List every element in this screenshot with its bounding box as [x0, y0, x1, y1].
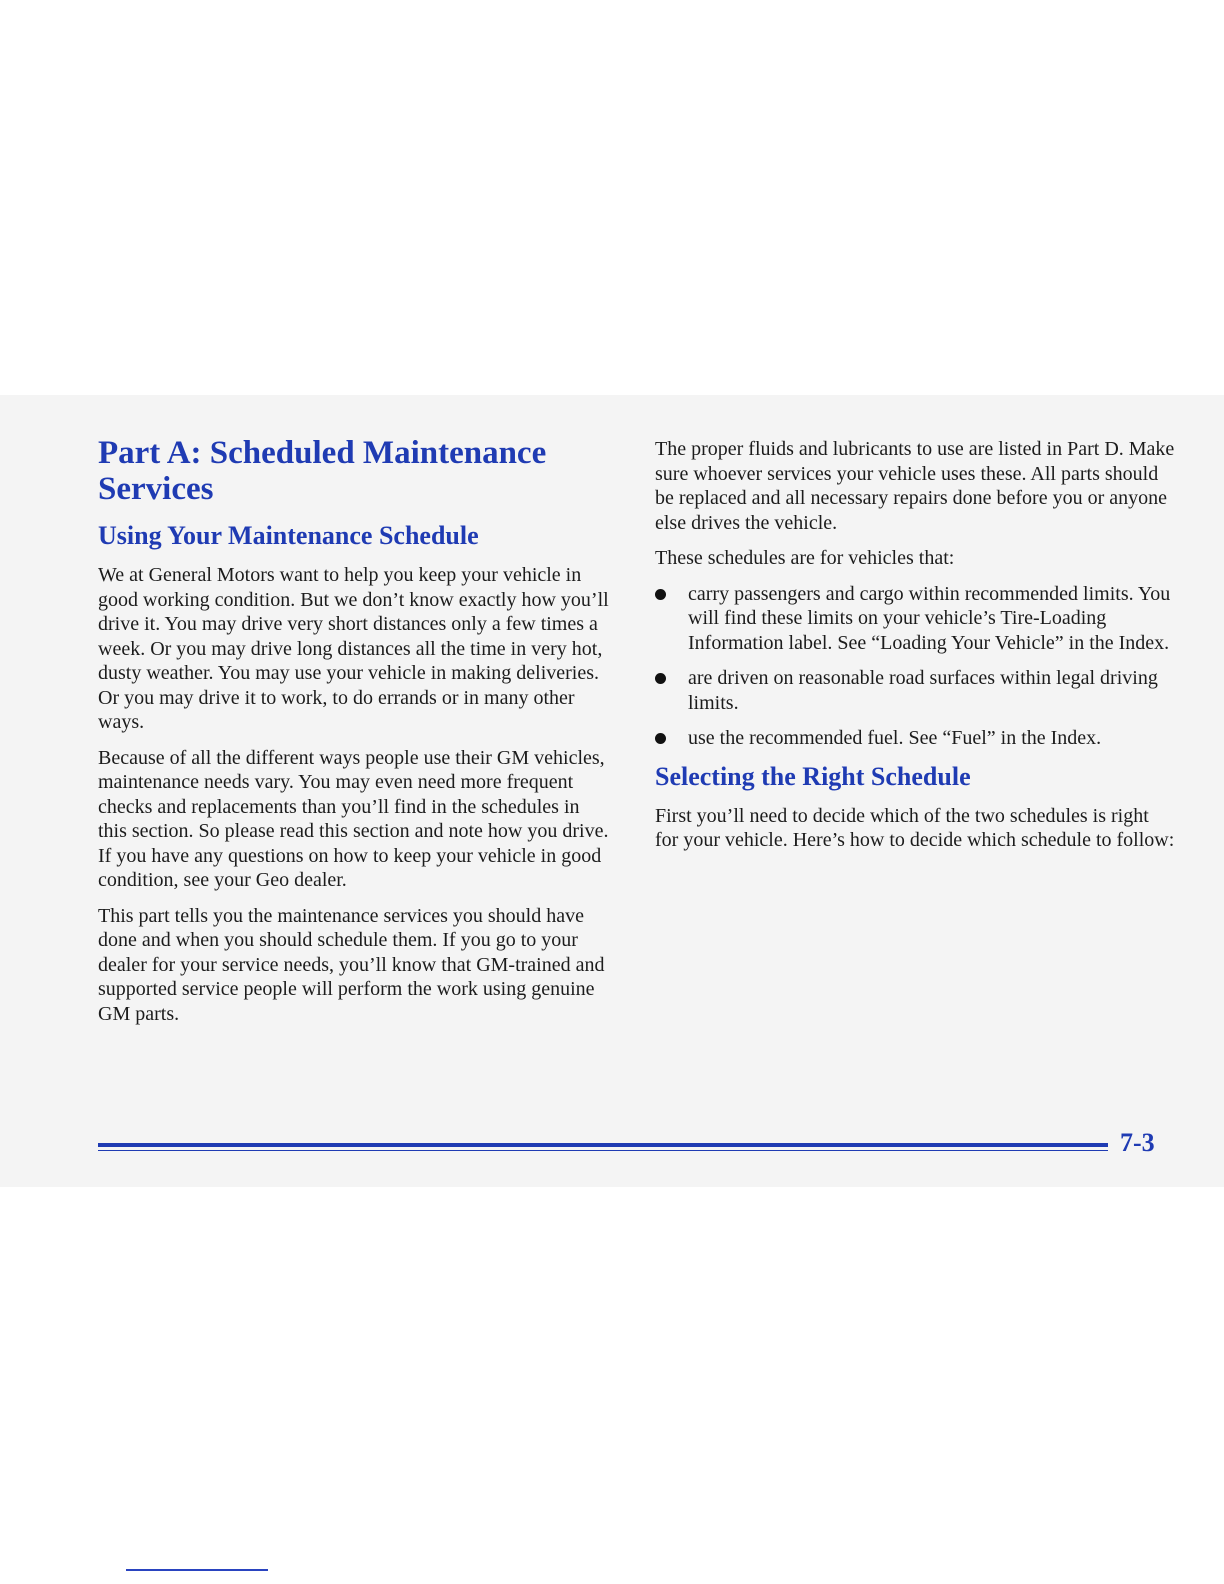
bullet-icon: [655, 589, 666, 600]
part-title: [98, 435, 610, 507]
section-title-using-schedule: Using Your Maintenance Schedule: [98, 521, 479, 550]
footer-rule-thick: [98, 1143, 1108, 1147]
manual-page: [0, 395, 1224, 1187]
list-item-text: use the recommended fuel. See “Fuel” in the Index.: [688, 727, 1102, 749]
vehicle-conditions-list: [655, 582, 1175, 751]
bottom-divider: [126, 1569, 268, 1571]
paragraph-schedules-for: These schedules are for vehicles that:: [655, 547, 955, 569]
section-title-selecting-schedule: Selecting the Right Schedule: [655, 761, 971, 791]
list-item: [655, 666, 1175, 715]
paragraph-general-motors: We at General Motors want to help you keep your vehicle in good working condition. But we don’t know exactly how you’ll drive it. You may drive very short distances only a few times a week. Or you may drive long distances all the time in very hot, dusty weather. You may use your vehicle in making deliveries. Or you may drive it to work, to do errands or in many other ways.: [98, 564, 609, 733]
part-title-line-2: Services: [98, 471, 214, 507]
page-number: 7-3: [1120, 1128, 1155, 1157]
list-item: [655, 726, 1175, 751]
paragraph-decide-schedule: First you’ll need to decide which of the two schedules is right for your vehicle. Here’s how to decide which schedule to follow:: [655, 804, 1175, 851]
right-column: [655, 437, 1175, 864]
list-item-text: carry passengers and cargo within recommended limits. You will find these limits on your vehicle’s Tire-Loading Information label. See “Loading Your Vehicle” in the Index.: [688, 582, 1171, 654]
left-column: [98, 435, 610, 1037]
list-item-text: are driven on reasonable road surfaces within legal driving limits.: [688, 667, 1158, 714]
bullet-icon: [655, 673, 666, 684]
list-item: [655, 582, 1175, 656]
paragraph-fluids-lubricants: The proper fluids and lubricants to use are listed in Part D. Make sure whoever services your vehicle uses these. All parts should be replaced and all necessary repairs done before you or anyone else drives the vehicle.: [655, 438, 1175, 534]
bullet-icon: [655, 733, 666, 744]
paragraph-part-tells: This part tells you the maintenance services you should have done and when you should schedule them. If you go to your dealer for your service needs, you’ll know that GM-trained and supported service people will perform the work using genuine GM parts.: [98, 904, 605, 1025]
footer-rule: [98, 1143, 1108, 1151]
paragraph-maintenance-needs: Because of all the different ways people use their GM vehicles, maintenance needs vary. You may even need more frequent checks and replacements than you’ll find in the schedules in this section. So please read this section and note how you drive. If you have any questions on how to keep your vehicle in good condition, see your Geo dealer.: [98, 746, 609, 891]
footer-rule-thin: [98, 1150, 1108, 1151]
part-title-line-1: Part A: Scheduled Maintenance: [98, 435, 547, 471]
